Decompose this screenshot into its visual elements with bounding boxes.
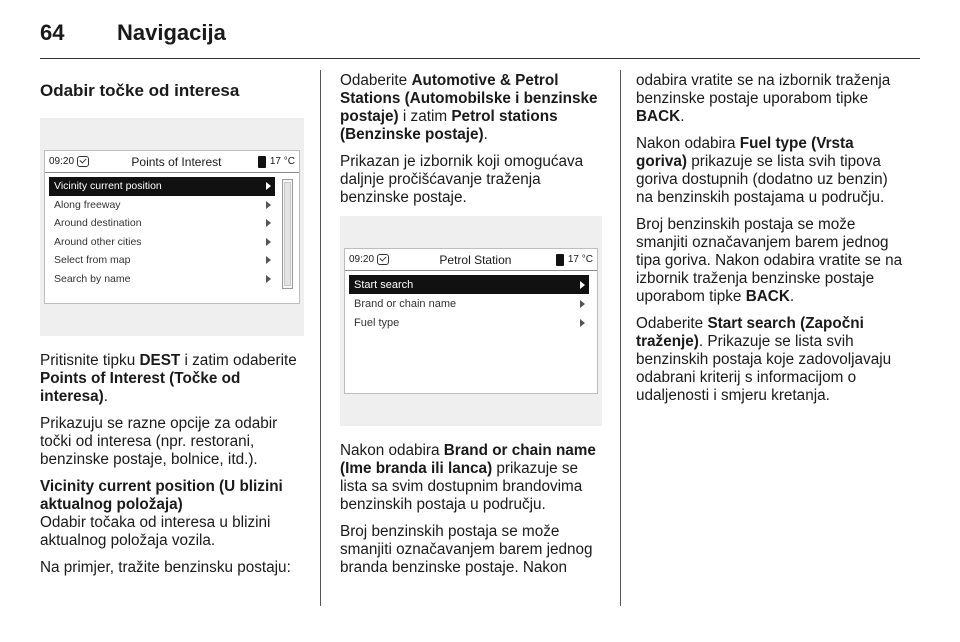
chevron-right-icon	[580, 281, 585, 289]
column-3	[636, 72, 906, 414]
column-2	[340, 72, 606, 586]
bold-text: Vicinity current position (U blizini aktualnog položaja)	[40, 478, 283, 513]
paragraph-dest	[40, 352, 304, 406]
menu-item-label: Around other cities	[54, 235, 142, 248]
poi-screen-figure	[40, 118, 304, 336]
text-run: Nakon odabira	[636, 135, 740, 152]
column-divider-1	[320, 70, 321, 606]
menu-item-search-by-name[interactable]	[49, 270, 275, 289]
page-header	[40, 18, 226, 48]
navigation-icon	[377, 254, 389, 265]
paragraph-vicinity: Odabir točaka od interesa u blizini aktualnog položaja vozila.	[40, 514, 271, 549]
menu-item-label: Along freeway	[54, 198, 121, 211]
bold-text: Automotive & Petrol Stations (Automobilske i benzinske postaje)	[340, 72, 598, 125]
paragraph-example: Na primjer, tražite benzinsku postaju:	[40, 559, 291, 576]
screen-temperature: 17 °C	[567, 253, 593, 265]
menu-item-vicinity[interactable]	[49, 177, 275, 196]
text-run: Nakon odabira	[340, 442, 444, 459]
text-run: .	[680, 108, 685, 125]
bold-text: DEST	[139, 352, 181, 369]
phone-icon	[556, 254, 564, 266]
navigation-icon	[77, 156, 89, 167]
section-title: Odabir točke od interesa	[40, 81, 240, 100]
text-run: i zatim	[398, 108, 452, 125]
menu-item-label: Select from map	[54, 254, 131, 267]
screen-titlebar	[345, 249, 597, 271]
chevron-right-icon	[266, 219, 271, 227]
text-run: Odaberite	[636, 315, 708, 332]
menu-item-label: Search by name	[54, 272, 131, 285]
paragraph-menu-shown: Prikazan je izbornik koji omogućava daljnje pročišćavanje traženja benzinske postaje.	[340, 153, 584, 206]
phone-icon	[258, 156, 266, 168]
chevron-right-icon	[266, 275, 271, 283]
menu-item-label: Start search	[354, 278, 414, 291]
menu-item-start-search[interactable]	[349, 275, 589, 294]
screen-time: 09:20	[49, 155, 75, 167]
bold-text: BACK	[636, 108, 681, 125]
scroll-thumb[interactable]	[284, 182, 291, 286]
petrol-screen-figure	[340, 216, 602, 426]
poi-screen	[44, 150, 300, 304]
screen-title: Petrol Station	[439, 252, 512, 267]
bold-text: Brand or chain name (Ime branda ili lanca)	[340, 442, 596, 477]
text-run: odabira vratite se na izbornik traženja benzinske postaje uporabom tipke	[636, 72, 891, 107]
menu-item-select-from-map[interactable]	[49, 251, 275, 270]
menu-item-around-other-cities[interactable]	[49, 233, 275, 252]
text-run: . Prikazuje se lista svih benzinskih postaja koje zadovoljavaju odabrani kriterij s informacijom o udaljenosti i smjeru kretanja.	[636, 333, 892, 404]
screen-time: 09:20	[349, 253, 375, 265]
bold-text: Fuel type (Vrsta goriva)	[636, 135, 854, 170]
paragraph-options: Prikazuju se razne opcije za odabir točki od interesa (npr. restorani, benzinske postaje, bolnice, itd.).	[40, 415, 278, 468]
paragraph-fuel-reduce	[636, 216, 906, 306]
paragraph-back	[636, 72, 906, 126]
text-run: prikazuje se lista svih tipova goriva dostupnih (dodatno uz benzin) na benzinskih postajama u području.	[636, 153, 888, 206]
screen-titlebar	[45, 151, 299, 173]
text-run: .	[483, 126, 488, 143]
chevron-right-icon	[266, 256, 271, 264]
menu-item-label: Around destination	[54, 217, 142, 230]
page-number: 64	[40, 20, 65, 45]
subheading-vicinity	[40, 478, 304, 514]
text-run: Pritisnite tipku	[40, 352, 140, 369]
menu-item-brand-name[interactable]	[349, 294, 589, 313]
bold-text: Petrol stations (Benzinske postaje)	[340, 108, 558, 143]
menu-item-label: Brand or chain name	[354, 297, 457, 310]
chevron-right-icon	[266, 238, 271, 246]
chevron-right-icon	[266, 182, 271, 190]
menu-item-label: Vicinity current position	[54, 180, 162, 193]
bold-text: BACK	[745, 288, 790, 305]
bold-text: Start search (Započni traženje)	[636, 315, 864, 350]
chevron-right-icon	[580, 300, 585, 308]
text-run: i zatim odaberite	[180, 352, 297, 369]
screen-temperature: 17 °C	[269, 155, 295, 167]
bold-text: Points of Interest (Točke od interesa)	[40, 370, 241, 405]
chapter-title: Navigacija	[117, 20, 226, 45]
text-run: Broj benzinskih postaja se može smanjiti označavanjem barem jednog tipa goriva. Nakon odabira vratite se na izbornik traženja benzinske postaje uporabom tipke	[636, 216, 903, 305]
chevron-right-icon	[580, 319, 585, 327]
petrol-menu	[345, 271, 597, 332]
menu-item-around-destination[interactable]	[49, 214, 275, 233]
menu-item-fuel-type[interactable]	[349, 313, 589, 332]
paragraph-fuel-type	[636, 135, 906, 207]
text-run: Odaberite	[340, 72, 412, 89]
paragraph-brand	[340, 442, 606, 514]
paragraph-start-search	[636, 315, 906, 405]
poi-menu	[45, 173, 299, 288]
chevron-right-icon	[266, 201, 271, 209]
text-run: prikazuje se lista sa svim dostupnim brandovima benzinskih postaja u području.	[340, 460, 583, 513]
paragraph-select-stations	[340, 72, 606, 144]
menu-item-label: Fuel type	[354, 316, 400, 329]
petrol-screen	[344, 248, 598, 394]
text-run: .	[103, 388, 109, 405]
screen-title: Points of Interest	[131, 154, 222, 169]
menu-scrollbar[interactable]	[282, 179, 293, 289]
paragraph-brand-reduce: Broj benzinskih postaja se može smanjiti označavanjem barem jednog branda benzinske postaje. Nakon	[340, 523, 593, 576]
header-rule	[40, 58, 920, 59]
menu-item-along-freeway[interactable]	[49, 196, 275, 215]
column-divider-2	[620, 70, 621, 606]
text-run: .	[789, 288, 795, 305]
column-1	[40, 72, 304, 586]
